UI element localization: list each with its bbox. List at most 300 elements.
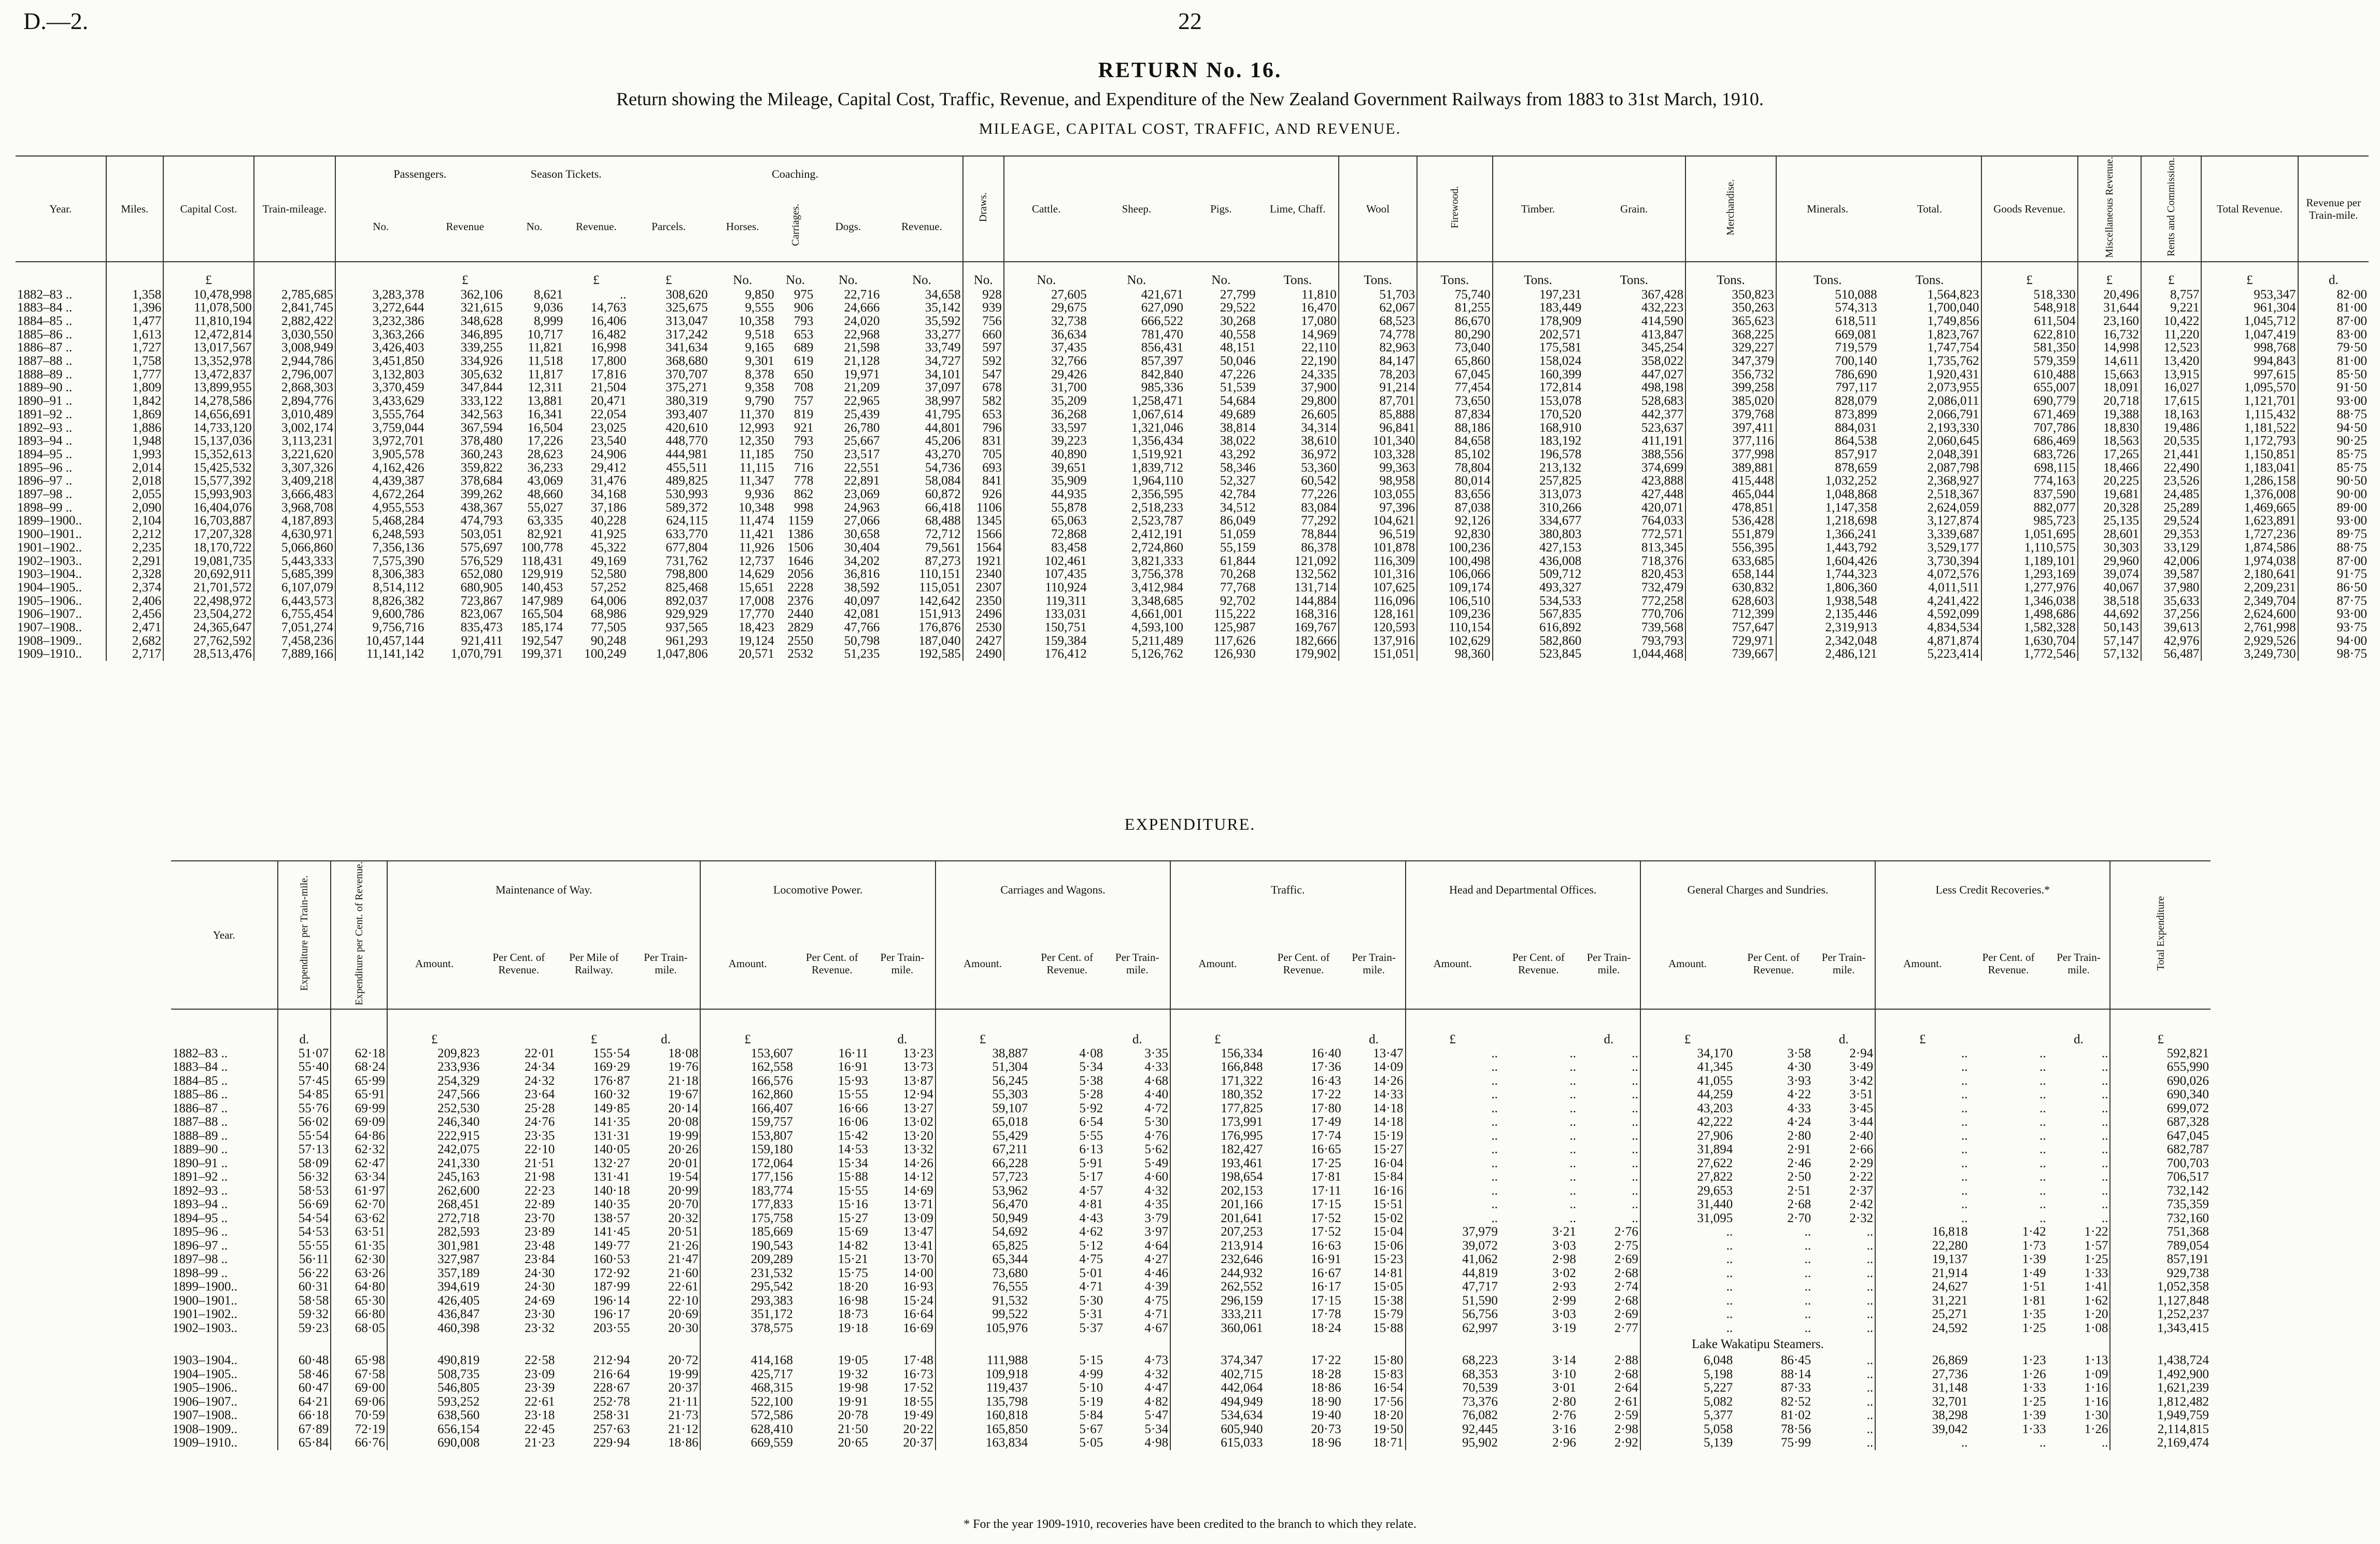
data-cell: 3,010,489 bbox=[254, 408, 335, 421]
col-year: Year. bbox=[16, 156, 106, 262]
data-cell: 2,486,121 bbox=[1776, 647, 1879, 661]
data-cell: 23,517 bbox=[844, 447, 880, 461]
data-cell: 468,315 bbox=[700, 1381, 794, 1395]
data-cell: 653 bbox=[963, 408, 1004, 421]
data-cell: 321,615 bbox=[460, 301, 503, 315]
data-cell: 54,736 bbox=[925, 461, 961, 475]
data-cell: 2550 bbox=[787, 634, 814, 648]
data-cell: 442,064 bbox=[1170, 1381, 1264, 1395]
unit-cell: Tons. bbox=[1685, 262, 1776, 287]
data-cell: 66,228 bbox=[936, 1157, 1029, 1171]
table-row bbox=[16, 514, 2369, 528]
data-cell: 15·55 bbox=[838, 1088, 868, 1102]
data-cell: 28,513,476 bbox=[163, 647, 254, 661]
data-cell: 36,972 bbox=[1301, 447, 1337, 461]
data-cell: 1·30 bbox=[2084, 1409, 2108, 1423]
data-cell: 90·50 bbox=[2298, 474, 2369, 488]
data-cell: 68·24 bbox=[331, 1060, 387, 1074]
data-cell: 175,758 bbox=[700, 1212, 794, 1226]
data-cell: 5·49 bbox=[1144, 1156, 1169, 1170]
col-timber: Timber. bbox=[1493, 156, 1583, 262]
data-cell: 213,132 bbox=[1493, 461, 1583, 475]
data-cell: 34,314 bbox=[1301, 421, 1337, 435]
data-cell: .. bbox=[1866, 1436, 1874, 1450]
data-cell: 2·80 bbox=[1552, 1395, 1576, 1409]
data-cell: 20·08 bbox=[668, 1115, 699, 1129]
data-cell: 3,730,394 bbox=[1927, 554, 1979, 568]
data-cell: 171,322 bbox=[1170, 1074, 1264, 1088]
data-cell: 65,344 bbox=[936, 1253, 1029, 1267]
data-cell: 252,530 bbox=[387, 1102, 481, 1116]
data-cell: 14,763 bbox=[590, 301, 627, 315]
data-cell: 198,654 bbox=[1170, 1170, 1264, 1184]
data-cell: 103,055 bbox=[1339, 488, 1417, 501]
data-cell: 1·22 bbox=[2084, 1225, 2108, 1239]
data-cell: 21·73 bbox=[668, 1409, 699, 1423]
data-cell: 34,170 bbox=[1640, 1047, 1734, 1061]
exp-subcol: Per Cent. of Revenue. bbox=[1041, 951, 1094, 976]
data-cell: 51,703 bbox=[1339, 287, 1417, 302]
data-cell: 365,623 bbox=[1685, 315, 1776, 328]
data-cell: 5·17 bbox=[1079, 1170, 1103, 1184]
data-cell: 150,751 bbox=[1004, 621, 1088, 634]
data-cell: 14·26 bbox=[903, 1156, 933, 1170]
data-cell: 75,740 bbox=[1417, 287, 1493, 302]
data-cell: 73,376 bbox=[1406, 1395, 1499, 1409]
data-cell: 490,819 bbox=[387, 1354, 481, 1368]
data-cell: 29,524 bbox=[2141, 514, 2201, 528]
data-cell: 44,801 bbox=[925, 421, 961, 435]
data-cell: 11,115 bbox=[739, 461, 774, 475]
data-cell: 16·73 bbox=[903, 1367, 933, 1381]
data-cell: .. bbox=[1866, 1266, 1874, 1280]
data-cell: 20,225 bbox=[2078, 474, 2141, 488]
data-cell: 90·25 bbox=[2298, 434, 2369, 448]
col-sheep: Sheep. bbox=[1088, 156, 1185, 262]
unit-cell: Tons. bbox=[1283, 273, 1312, 287]
data-cell: 4·57 bbox=[1079, 1184, 1103, 1198]
data-cell: 3·14 bbox=[1552, 1354, 1576, 1368]
data-cell: 1,519,921 bbox=[1131, 447, 1183, 461]
data-cell: 929,738 bbox=[2110, 1267, 2211, 1281]
data-cell: 202,153 bbox=[1170, 1184, 1264, 1198]
data-cell: 997,615 bbox=[2201, 368, 2298, 381]
data-cell: 892,037 bbox=[665, 594, 708, 608]
data-cell: 2,882,422 bbox=[254, 315, 335, 328]
data-cell: 24,365,647 bbox=[163, 621, 254, 634]
year-cell: 1909–1910.. bbox=[17, 647, 82, 661]
data-cell: 1,469,665 bbox=[2201, 501, 2298, 515]
exp-subcol: Per Train-mile. bbox=[1352, 951, 1396, 976]
data-cell: 20·37 bbox=[903, 1436, 933, 1450]
data-cell: 73,680 bbox=[936, 1267, 1029, 1281]
data-cell: 7,051,274 bbox=[254, 621, 335, 634]
data-cell: 19·50 bbox=[1373, 1422, 1404, 1436]
data-cell: 2,518,233 bbox=[1131, 501, 1183, 515]
data-cell: 20·65 bbox=[838, 1436, 868, 1450]
data-cell: 2·51 bbox=[1787, 1184, 1811, 1198]
data-cell: 739,667 bbox=[1685, 647, 1776, 661]
data-cell: 5·84 bbox=[1079, 1409, 1103, 1423]
data-cell: 50,046 bbox=[1220, 355, 1256, 368]
data-cell: 16,703,887 bbox=[163, 514, 254, 528]
data-cell: .. bbox=[2101, 1170, 2108, 1184]
data-cell: 4·76 bbox=[1144, 1129, 1169, 1143]
data-cell: 4,072,576 bbox=[1927, 568, 1979, 581]
data-cell: 379,768 bbox=[1685, 408, 1776, 421]
data-cell: 179,902 bbox=[1294, 647, 1337, 661]
data-cell: .. bbox=[1804, 1280, 1811, 1294]
data-cell: 425,717 bbox=[700, 1368, 794, 1382]
data-cell: 94·50 bbox=[2298, 421, 2369, 435]
data-cell: 1345 bbox=[963, 514, 1004, 528]
data-cell: 61,844 bbox=[1220, 554, 1256, 568]
data-cell: 1,218,698 bbox=[1776, 514, 1879, 528]
col-season-no: No. bbox=[526, 220, 543, 233]
data-cell: 77,292 bbox=[1301, 514, 1337, 528]
data-cell: 16,504 bbox=[527, 421, 563, 435]
data-cell: 3,433,629 bbox=[335, 394, 426, 408]
data-cell: 706,517 bbox=[2110, 1170, 2211, 1184]
data-cell: 203·55 bbox=[593, 1321, 630, 1335]
table-row bbox=[171, 1239, 2211, 1253]
data-cell: 31,476 bbox=[590, 474, 627, 488]
data-cell: 44,692 bbox=[2078, 607, 2141, 621]
data-cell: 16,406 bbox=[590, 314, 627, 328]
data-cell: 140·05 bbox=[593, 1143, 630, 1157]
data-cell: 377,116 bbox=[1685, 434, 1776, 448]
data-cell: 38,997 bbox=[925, 394, 961, 408]
data-cell: 87,038 bbox=[1417, 501, 1493, 515]
data-cell: 33,277 bbox=[925, 328, 961, 342]
data-cell: 393,407 bbox=[665, 407, 708, 421]
year-cell: 1890–91 .. bbox=[173, 1156, 228, 1170]
data-cell: 52,580 bbox=[590, 568, 627, 581]
data-cell: 9,518 bbox=[745, 328, 774, 342]
unit-cell bbox=[1969, 1009, 2047, 1047]
data-cell: 64·86 bbox=[331, 1129, 387, 1143]
data-cell: 1·25 bbox=[2084, 1253, 2108, 1267]
data-cell: 921 bbox=[794, 421, 814, 435]
data-cell: 5·91 bbox=[1079, 1156, 1103, 1170]
data-cell: 1564 bbox=[963, 541, 1004, 555]
data-cell: 144,884 bbox=[1294, 594, 1337, 608]
data-cell: 66,418 bbox=[925, 501, 961, 515]
data-cell: 17,008 bbox=[738, 594, 774, 608]
data-cell: 25·28 bbox=[525, 1101, 555, 1115]
data-cell: 81·02 bbox=[1780, 1409, 1811, 1423]
data-cell: 820,453 bbox=[1641, 568, 1684, 581]
data-cell: .. bbox=[1406, 1157, 1499, 1171]
data-cell: 39,651 bbox=[1004, 461, 1088, 475]
exp-subcol: Amount. bbox=[1640, 918, 1734, 1009]
data-cell: 87,273 bbox=[925, 554, 961, 568]
data-cell: 3,008,949 bbox=[254, 341, 335, 355]
data-cell: 4·47 bbox=[1144, 1381, 1169, 1395]
data-cell: 1,564,823 bbox=[1927, 287, 1979, 302]
data-cell: 229·94 bbox=[593, 1436, 630, 1450]
data-cell: 5·19 bbox=[1079, 1395, 1103, 1409]
data-cell: 132,562 bbox=[1294, 568, 1337, 581]
data-cell: .. bbox=[2101, 1143, 2108, 1157]
data-cell: 4·32 bbox=[1144, 1184, 1169, 1198]
data-cell: .. bbox=[2039, 1436, 2046, 1450]
data-cell: 96,841 bbox=[1339, 421, 1417, 435]
data-cell: 65,063 bbox=[1004, 514, 1088, 528]
data-cell: 23·39 bbox=[525, 1381, 555, 1395]
unit-cell bbox=[254, 262, 335, 287]
data-cell: 51,059 bbox=[1220, 528, 1256, 541]
data-cell: .. bbox=[1632, 1074, 1638, 1088]
data-cell: 921,411 bbox=[461, 634, 503, 648]
data-cell: 13·27 bbox=[903, 1101, 933, 1115]
data-cell: 1,886 bbox=[106, 421, 164, 435]
data-cell: 21,128 bbox=[844, 355, 880, 368]
data-cell: 985,336 bbox=[1141, 381, 1183, 395]
data-cell: 1,358 bbox=[106, 287, 164, 302]
data-cell: 58·09 bbox=[278, 1157, 331, 1171]
unit-cell: d. bbox=[661, 1032, 671, 1047]
data-cell: 4·60 bbox=[1144, 1170, 1169, 1184]
data-cell: 19,388 bbox=[2078, 408, 2141, 421]
data-cell: .. bbox=[1569, 1088, 1576, 1102]
data-cell: 534,634 bbox=[1170, 1409, 1264, 1423]
data-cell: 2,087,798 bbox=[1927, 461, 1979, 475]
data-cell: 201,166 bbox=[1170, 1198, 1264, 1212]
data-cell: 5·28 bbox=[1079, 1088, 1103, 1102]
data-cell: 3,339,687 bbox=[1927, 528, 1979, 541]
data-cell: 12,523 bbox=[2141, 341, 2201, 355]
data-cell: 54·54 bbox=[278, 1212, 331, 1226]
data-cell: 3·03 bbox=[1552, 1308, 1576, 1322]
unit-cell: d. bbox=[897, 1032, 908, 1047]
data-cell: 193,461 bbox=[1170, 1157, 1264, 1171]
data-cell: 11,078,500 bbox=[163, 301, 254, 315]
data-cell: 6,443,573 bbox=[254, 594, 335, 608]
data-cell: 131·31 bbox=[593, 1129, 630, 1143]
data-cell: 5,685,399 bbox=[254, 568, 335, 581]
data-cell: 228·67 bbox=[593, 1381, 630, 1395]
data-cell: 22·61 bbox=[668, 1280, 699, 1294]
data-cell: 100,498 bbox=[1417, 555, 1493, 568]
exp-subcol: Amount. bbox=[700, 918, 794, 1009]
unit-cell: No. bbox=[1211, 273, 1231, 287]
unit-cell: No. bbox=[912, 273, 931, 287]
data-cell: 739,568 bbox=[1641, 621, 1684, 634]
data-cell: 209,823 bbox=[387, 1047, 481, 1061]
data-cell: 86,049 bbox=[1220, 514, 1256, 528]
data-cell: 27,622 bbox=[1640, 1157, 1734, 1171]
data-cell: 1·16 bbox=[2084, 1381, 2108, 1395]
data-cell: 2056 bbox=[787, 568, 814, 581]
data-cell: 597 bbox=[963, 341, 1004, 355]
year-cell: 1903–1904.. bbox=[17, 568, 82, 581]
table-row bbox=[171, 1143, 2211, 1157]
data-cell: 9,756,716 bbox=[335, 621, 426, 634]
data-cell: 1,044,468 bbox=[1632, 647, 1684, 661]
data-cell: .. bbox=[1632, 1156, 1638, 1170]
data-cell: 232,646 bbox=[1170, 1253, 1264, 1267]
unit-cell bbox=[1265, 1009, 1343, 1047]
data-cell: 17·81 bbox=[1311, 1170, 1341, 1184]
unit-cell: d. bbox=[278, 1009, 331, 1047]
data-cell: 2·68 bbox=[1614, 1294, 1638, 1308]
data-cell: 2·42 bbox=[1849, 1198, 1874, 1212]
data-cell: 17,265 bbox=[2078, 448, 2141, 461]
year-cell: 1894–95 .. bbox=[173, 1211, 228, 1225]
data-cell: 1,252,237 bbox=[2110, 1308, 2211, 1322]
data-cell: .. bbox=[1640, 1253, 1734, 1267]
data-cell: 37,435 bbox=[1004, 341, 1088, 355]
data-cell: 823,067 bbox=[460, 607, 503, 621]
data-cell: 5·15 bbox=[1079, 1354, 1103, 1368]
data-cell: 39,613 bbox=[2141, 621, 2201, 634]
data-cell: 362,106 bbox=[460, 287, 503, 302]
data-cell: 56,487 bbox=[2141, 647, 2201, 661]
data-cell: 140,453 bbox=[521, 580, 563, 594]
col-carriages: Carriages. bbox=[789, 203, 801, 246]
data-cell: 18,830 bbox=[2078, 421, 2141, 435]
data-cell: 20·72 bbox=[668, 1354, 699, 1368]
data-cell: 937,565 bbox=[665, 621, 708, 634]
data-cell: 49,169 bbox=[590, 554, 627, 568]
data-cell: 86·50 bbox=[2298, 581, 2369, 594]
data-cell: 92,126 bbox=[1417, 514, 1493, 528]
data-cell: 757 bbox=[794, 394, 814, 408]
data-cell: 17·52 bbox=[903, 1381, 933, 1395]
table-row bbox=[16, 341, 2369, 355]
data-cell: 508,735 bbox=[387, 1368, 481, 1382]
data-cell: 18,466 bbox=[2078, 461, 2141, 475]
data-cell: 427,448 bbox=[1641, 488, 1684, 501]
data-cell: 34,202 bbox=[844, 554, 880, 568]
data-cell: 764,033 bbox=[1641, 514, 1684, 528]
data-cell: 16·66 bbox=[838, 1101, 868, 1115]
data-cell: 16,998 bbox=[590, 341, 627, 355]
unit-cell: Tons. bbox=[1339, 262, 1417, 287]
data-cell: 518,330 bbox=[1981, 287, 2078, 302]
data-cell: 592,821 bbox=[2110, 1047, 2211, 1061]
data-cell: 29,522 bbox=[1220, 301, 1256, 315]
data-cell: 41,345 bbox=[1640, 1060, 1734, 1074]
data-cell: 30,303 bbox=[2078, 541, 2141, 555]
data-cell: 34,658 bbox=[925, 287, 961, 302]
data-cell: 4·40 bbox=[1144, 1088, 1169, 1102]
data-cell: 1,095,570 bbox=[2201, 381, 2298, 394]
year-cell: 1904–1905.. bbox=[173, 1367, 237, 1381]
col-rents-commission: Rents and Commission. bbox=[2141, 156, 2201, 262]
data-cell: 3·58 bbox=[1787, 1046, 1811, 1060]
data-cell: 1,293,169 bbox=[1981, 568, 2078, 581]
data-cell: 953,347 bbox=[2201, 287, 2298, 302]
data-cell: 90·00 bbox=[2298, 488, 2369, 501]
data-cell: 906 bbox=[794, 301, 814, 315]
data-cell: 272,718 bbox=[387, 1212, 481, 1226]
data-cell: 47,766 bbox=[844, 621, 880, 634]
data-cell: 388,556 bbox=[1641, 447, 1684, 461]
data-cell: 1,048,868 bbox=[1776, 488, 1879, 501]
data-cell: 4·46 bbox=[1144, 1266, 1169, 1280]
data-cell: 380,803 bbox=[1493, 528, 1583, 541]
data-cell: 374,699 bbox=[1641, 461, 1684, 475]
data-cell: 72,868 bbox=[1004, 528, 1088, 541]
data-cell: 4·30 bbox=[1787, 1060, 1811, 1074]
data-cell: 81·00 bbox=[2298, 355, 2369, 368]
data-cell: 38,887 bbox=[936, 1047, 1029, 1061]
data-cell: 41,795 bbox=[925, 407, 961, 421]
data-cell: 245,163 bbox=[387, 1170, 481, 1184]
data-cell: 107,625 bbox=[1339, 581, 1417, 594]
data-cell: 2·69 bbox=[1614, 1308, 1638, 1322]
data-cell: 2,328 bbox=[106, 568, 164, 581]
data-cell: 1·20 bbox=[2084, 1308, 2108, 1322]
data-cell: 12,350 bbox=[738, 434, 774, 448]
year-cell: 1885–86 .. bbox=[173, 1088, 228, 1102]
data-cell: 455,511 bbox=[666, 461, 708, 475]
data-cell: 1386 bbox=[787, 528, 814, 541]
data-cell: .. bbox=[1406, 1074, 1499, 1088]
unit-cell: No. bbox=[786, 273, 805, 287]
data-cell: 864,538 bbox=[1776, 434, 1879, 448]
table-row bbox=[16, 488, 2369, 501]
data-cell: 6,755,454 bbox=[254, 607, 335, 621]
data-cell: 78,804 bbox=[1417, 461, 1493, 475]
data-cell: 301,981 bbox=[387, 1239, 481, 1253]
col-coaching-revenue: Revenue. bbox=[901, 220, 942, 233]
year-cell: 1888–89 .. bbox=[173, 1129, 228, 1143]
data-cell: .. bbox=[2101, 1211, 2108, 1225]
data-cell: 423,888 bbox=[1641, 474, 1684, 488]
table-row bbox=[16, 634, 2369, 648]
data-cell: 3,759,044 bbox=[335, 421, 426, 435]
data-cell: 22,190 bbox=[1301, 355, 1337, 368]
data-cell: 658,144 bbox=[1685, 568, 1776, 581]
year-cell: 1901–1902.. bbox=[173, 1308, 237, 1322]
data-cell: 29,653 bbox=[1640, 1184, 1734, 1198]
data-cell: 493,327 bbox=[1493, 581, 1583, 594]
data-cell: 359,822 bbox=[460, 461, 503, 475]
data-cell: .. bbox=[1632, 1101, 1638, 1115]
data-cell: 15·55 bbox=[838, 1184, 868, 1198]
data-cell: 9,790 bbox=[745, 394, 774, 408]
data-cell: 62·47 bbox=[331, 1157, 387, 1171]
data-cell: .. bbox=[1632, 1046, 1638, 1060]
data-cell: 29,412 bbox=[590, 461, 627, 475]
data-cell: 23·64 bbox=[525, 1088, 555, 1102]
data-cell: 45,322 bbox=[590, 541, 627, 555]
data-cell: 43,069 bbox=[527, 474, 563, 488]
data-cell: 11,185 bbox=[739, 447, 774, 461]
data-cell: 166,848 bbox=[1170, 1060, 1264, 1074]
data-cell: 873,899 bbox=[1776, 408, 1879, 421]
data-cell: 313,073 bbox=[1493, 488, 1583, 501]
data-cell: 38,814 bbox=[1220, 421, 1256, 435]
data-cell: 360,243 bbox=[460, 447, 503, 461]
data-cell: 961,304 bbox=[2201, 301, 2298, 315]
data-cell: 1,700,040 bbox=[1927, 301, 1979, 315]
lake-wakatipu-note: Lake Wakatipu Steamers. bbox=[1640, 1335, 1875, 1354]
data-cell: 350,823 bbox=[1685, 287, 1776, 302]
data-cell: 15·93 bbox=[838, 1074, 868, 1088]
data-cell: 1,052,358 bbox=[2110, 1280, 2211, 1294]
data-cell: .. bbox=[1875, 1170, 1969, 1184]
table-row bbox=[171, 1294, 2211, 1308]
data-cell: 79·50 bbox=[2298, 341, 2369, 355]
data-cell: .. bbox=[2039, 1184, 2046, 1198]
data-cell: 627,090 bbox=[1141, 301, 1183, 315]
data-cell: 610,488 bbox=[1981, 368, 2078, 381]
document-reference: D.—2. bbox=[23, 8, 89, 34]
